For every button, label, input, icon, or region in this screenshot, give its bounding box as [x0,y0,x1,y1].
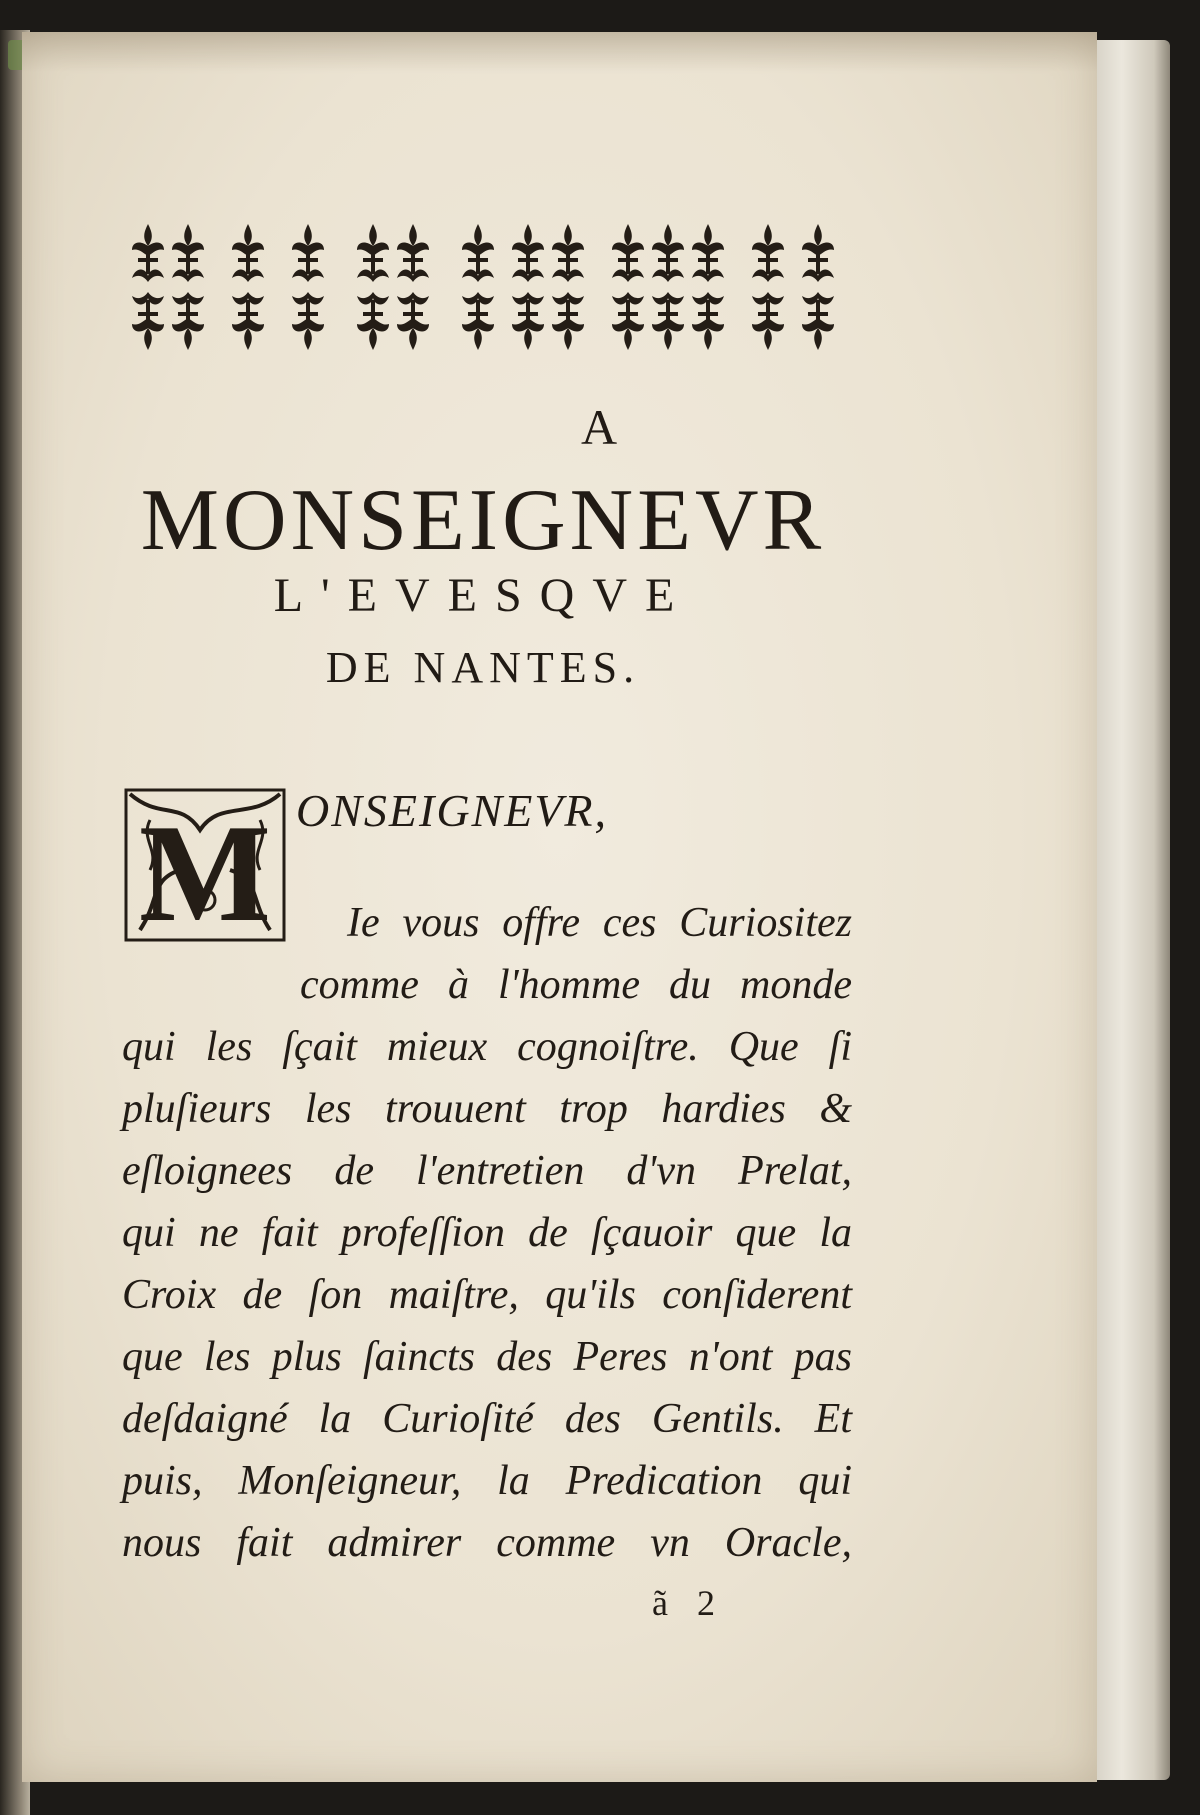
vellum-cover-edge [1090,40,1170,1780]
salutation: ONSEIGNEVR, [296,785,609,836]
text-line: qui ne fait profeſſion de ſçauoir que la [122,1210,852,1256]
signature-mark: ã 2 [652,1583,725,1623]
text-line: nous fait admirer comme vn Oracle, [122,1520,852,1566]
heading-preposition: A [580,399,620,455]
text-line: deſdaigné la Curioſité des Gentils. Et [122,1396,852,1442]
text-line: qui les ſçait mieux cognoiſtre. Que ſi [122,1024,852,1070]
drop-cap-letter: M [138,796,272,950]
heading-subtitle: L'EVESQVE [273,569,693,622]
heading-diocese: DE NANTES. [325,643,641,692]
heading-title: MONSEIGNEVR [140,472,826,569]
page-shadow [22,32,1097,72]
fleuron-ornament-band [128,222,848,352]
body-paragraph [122,892,852,1574]
text-line: comme à l'homme du monde [300,962,852,1008]
text-line: Ie vous offre ces Curiositez [347,900,852,946]
text-line: Croix de ſon maiſtre, qu'ils conſiderent [122,1272,852,1318]
text-line: puis, Monſeigneur, la Predication qui [122,1458,852,1504]
text-line: que les plus ſaincts des Peres n'ont pas [122,1334,852,1380]
text-line: eſloignees de l'entretien d'vn Prelat, [122,1148,852,1194]
text-line: pluſieurs les trouuent trop hardies & [122,1086,852,1132]
